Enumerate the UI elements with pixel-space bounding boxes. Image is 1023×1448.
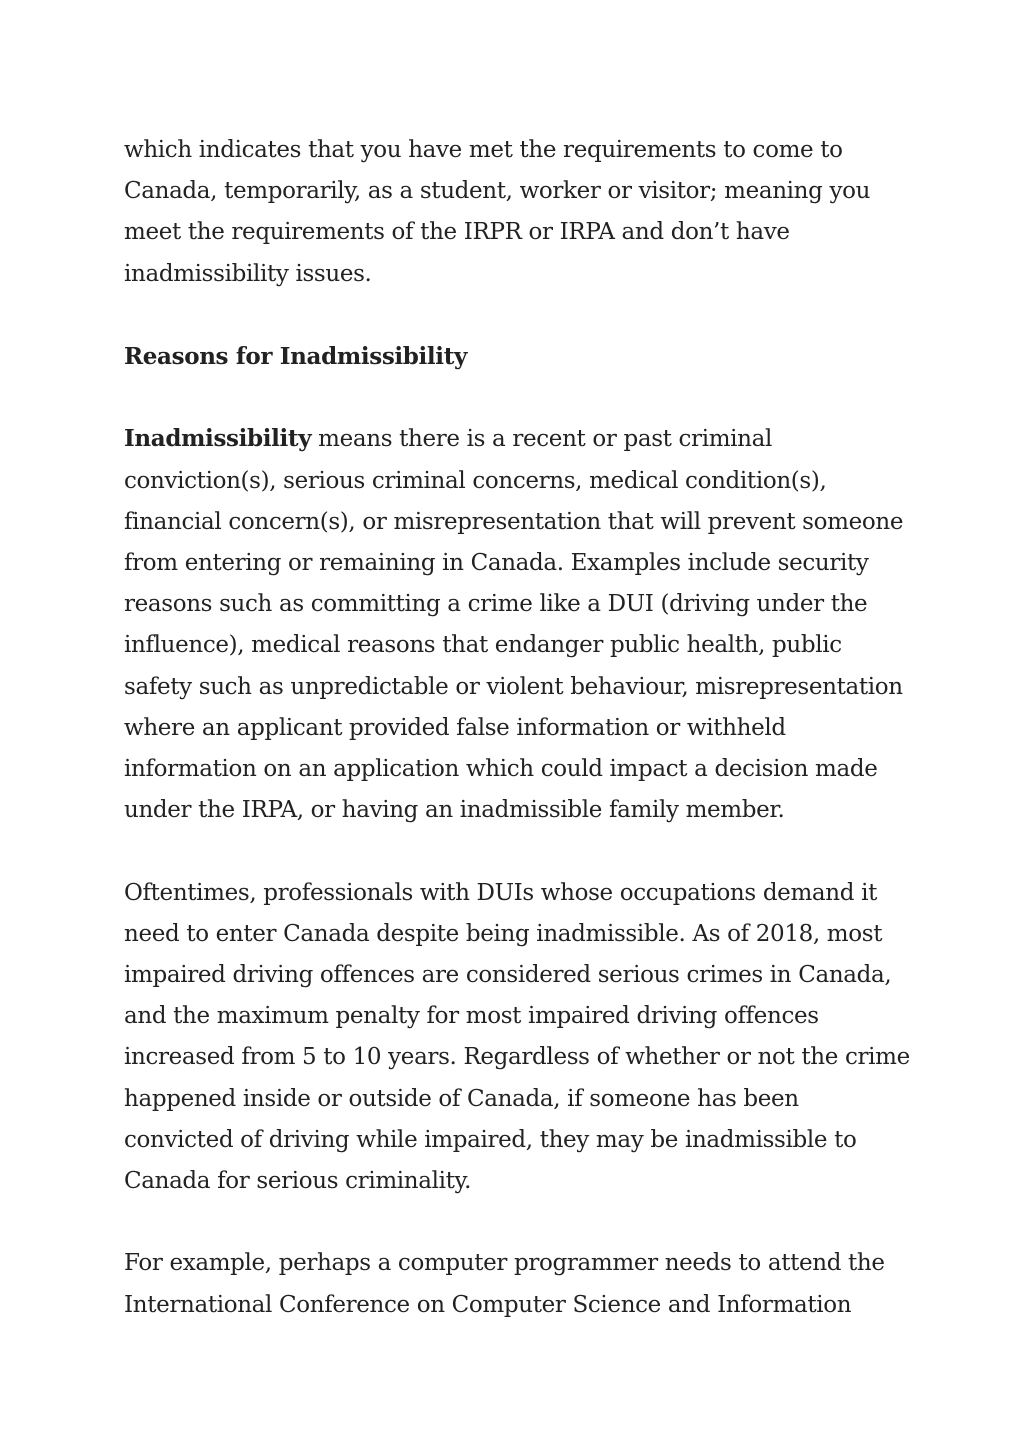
definition-term: Inadmissibility (124, 425, 312, 453)
section-heading: Reasons for Inadmissibility (124, 343, 467, 370)
definition-text: means there is a recent or past criminal conviction(s), serious criminal concerns, medical condition(s), financial concern(s), or misrepresentation that will prevent someone from entering or remaining in Canada. Examples include security reasons such as committing a crime like a DUI (driving under the influence), medical reasons that endanger public health, public safety such as unpredictable or violent behaviour, misrepresentation where an applicant provided false information or withheld information on an application which could impact a decision made under the IRPA, or having an inadmissible family member. (124, 426, 904, 824)
paragraph-definition (124, 418, 914, 831)
document-body (124, 130, 914, 1367)
paragraph-example: For example, perhaps a computer programmer needs to attend the International Conference on Computer Science and Information (124, 1250, 885, 1318)
paragraph-dui: Oftentimes, professionals with DUIs whose occupations demand it need to enter Canada despite being inadmissible. As of 2018, most impaired driving offences are considered serious crimes in Canada, and the maximum penalty for most impaired driving offences increased from 5 to 10 years. Regardless of whether or not the crime happened inside or outside of Canada, if someone has been convicted of driving while impaired, they may be inadmissible to Canada for serious criminality. (124, 879, 910, 1195)
paragraph-continuation: which indicates that you have met the requirements to come to Canada, temporarily, as a student, worker or visitor; meaning you meet the requirements of the IRPR or IRPA and don’t have inadmissibility issues. (124, 137, 871, 287)
